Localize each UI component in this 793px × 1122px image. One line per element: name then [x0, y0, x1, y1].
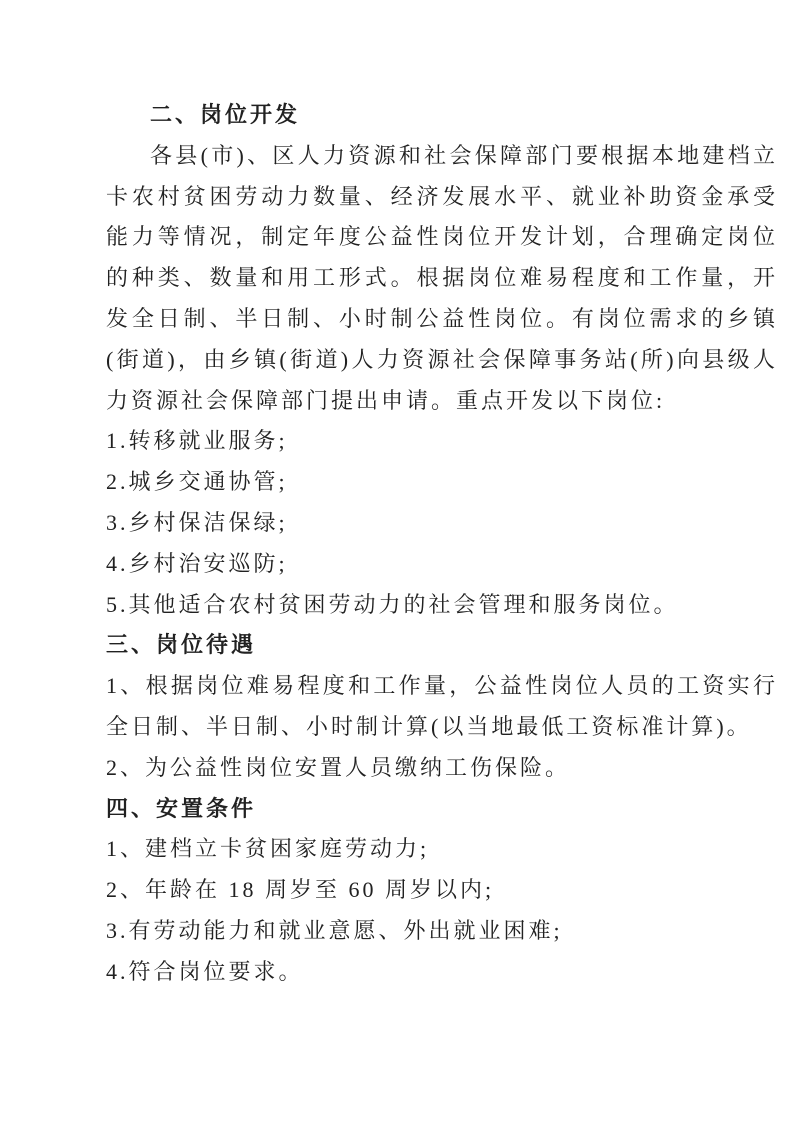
section-4-condition-item-2: 2、年龄在 18 周岁至 60 周岁以内; — [106, 877, 495, 903]
section-4-condition-item-1: 1、建档立卡贫困家庭劳动力; — [106, 836, 430, 862]
document-content — [106, 95, 778, 993]
section-heading-3: 三、岗位待遇 — [106, 632, 257, 658]
section-2-list-item-2: 2.城乡交通协管; — [106, 469, 288, 495]
section-2-list-item-4: 4.乡村治安巡防; — [106, 550, 288, 576]
section-2-list-item-5: 5.其他适合农村贫困劳动力的社会管理和服务岗位。 — [106, 591, 679, 617]
section-4-condition-item-3: 3.有劳动能力和就业意愿、外出就业困难; — [106, 917, 563, 943]
section-4-condition-item-4: 4.符合岗位要求。 — [106, 958, 304, 984]
section-2-list-item-1: 1.转移就业服务; — [106, 428, 288, 454]
section-3-item-1: 1、根据岗位难易程度和工作量，公益性岗位人员的工资实行全日制、半日制、小时制计算(以当地最低工资标准计算)。 — [106, 673, 778, 739]
section-2-list-item-3: 3.乡村保洁保绿; — [106, 509, 288, 535]
section-2-intro-paragraph: 各县(市)、区人力资源和社会保障部门要根据本地建档立卡农村贫困劳动力数量、经济发展水平、就业补助资金承受能力等情况，制定年度公益性岗位开发计划，合理确定岗位的种类、数量和用工形式。根据岗位难易程度和工作量，开发全日制、半日制、小时制公益性岗位。有岗位需求的乡镇(街道)，由乡镇(街道)人力资源社会保障事务站(所)向县级人力资源社会保障部门提出申请。重点开发以下岗位: — [106, 142, 778, 413]
section-3-item-2: 2、为公益性岗位安置人员缴纳工伤保险。 — [106, 754, 571, 780]
section-heading-2: 二、岗位开发 — [150, 102, 301, 127]
section-heading-4: 四、安置条件 — [106, 795, 257, 821]
